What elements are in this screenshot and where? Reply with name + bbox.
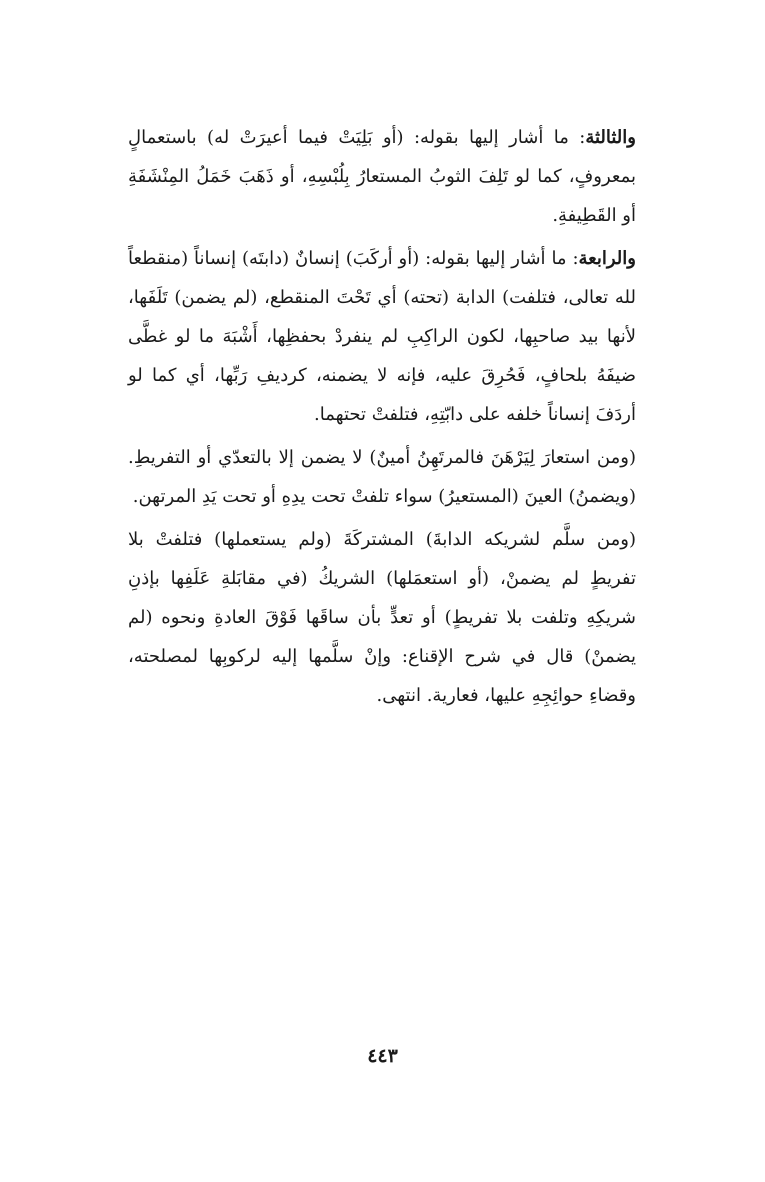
paragraph-2-text: : ما أشار إليها بقوله: (أو أركَبَ) إنسانٌ (دابتَه) إنساناً (منقطعاً لله تعالى، فتلفت) الدابة (تحته) أي تَحْتَ المنقطع، (لم يضمن) تَلَفَها، لأنها بيد صاحبِها، لكون الراكِبِ لم ينفردْ بحفظِها، أَشْبَهَ ما لو غطَّى ضيفَهُ بلحافٍ، فَحُرِقَ عليه، فإنه لا يضمنه، كرديفِ رَبِّها، أي كما لو أردَفَ إنساناً خلفه على دابّتِهِ، فتلفتْ تحتهما.: [128, 248, 636, 425]
paragraph-3-text: (ومن استعارَ لِيَرْهَنَ فالمرتَهِنُ أمينٌ) لا يضمن إلا بالتعدّي أو التفريطِ. (ويضمنُ) العينَ (المستعيرُ) سواء تلفتْ تحت يدِهِ أو تحت يَدِ المرتهن.: [128, 447, 636, 507]
paragraph-1-text: : ما أشار إليها بقوله: (أو بَلِيَتْ فيما أعيرَتْ له) باستعمالٍ بمعروفٍ، كما لو تَلِفَ الثوبُ المستعارُ بِلُبْسِهِ، أو ذَهَبَ خَمَلُ المِنْشَفَةِ أو القَطِيفةِ.: [128, 127, 636, 226]
paragraph-3: [128, 438, 636, 516]
page-number: ٤٤٣: [367, 1045, 398, 1067]
page-body: [128, 118, 636, 719]
paragraph-1-lead: والثالثة: [585, 127, 636, 148]
paragraph-2-lead: والرابعة: [578, 248, 636, 269]
paragraph-2: [128, 239, 636, 434]
paragraph-4-text: (ومن سلَّم لشريكه الدابةَ) المشتركَةَ (ولم يستعملها) فتلفتْ بلا تفريطٍ لم يضمنْ، (أو استعمَلها) الشريكُ (في مقابَلةِ عَلَفِها بإذنِ شريكِهِ وتلفت بلا تفريطٍ) أو تعدٍّ بأن ساقَها فَوْقَ العادةِ ونحوه (لم يضمنْ) قال في شرح الإقناع: وإنْ سلَّمها إليه لركوبِها لمصلحته، وقضاءِ حوائِجِهِ عليها، فعارية. انتهى.: [128, 529, 636, 706]
paragraph-1: [128, 118, 636, 235]
paragraph-4: [128, 520, 636, 715]
